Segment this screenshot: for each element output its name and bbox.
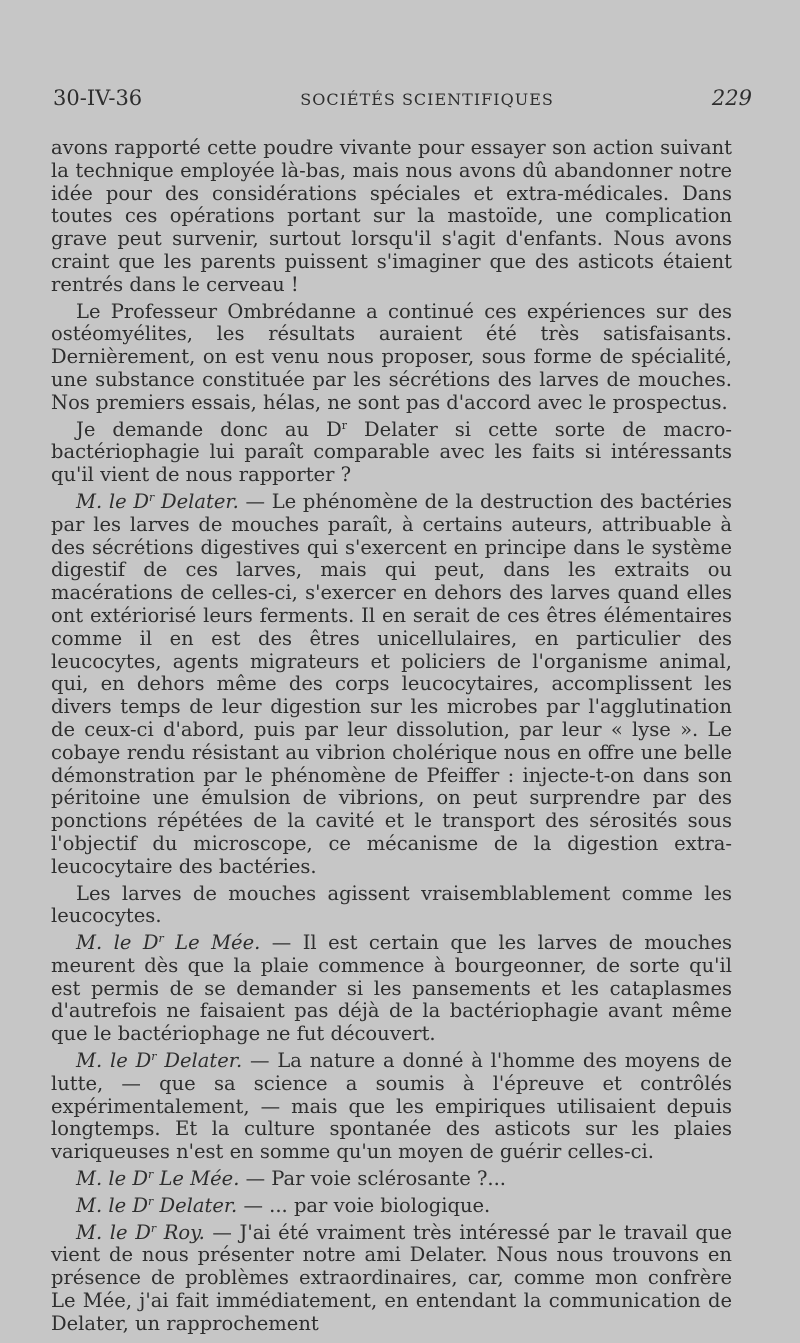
paragraph: Les larves de mouches agissent vraisemblablement comme les leucocytes. (51, 881, 732, 928)
speaker-name: M. le $D^r$ Delater. (76, 489, 239, 513)
header-section-title: SOCIÉTÉS SCIENTIFIQUES (300, 90, 554, 109)
paragraph: M. le $D^r$ Le Mée. — Par voie sclérosante ?... (76, 1167, 506, 1191)
paragraph: avons rapporté cette poudre vivante pour essayer son action suivant la technique employée là-bas, mais nous avons dû abandonner notre idée pour des considérations spéciales et extra-médicales. Dans toutes ces opérations portant sur la mastoïde, une complication grave peut survenir, surtout lorsqu'il s'agit d'enfants. Nous avons craint que les parents puissent s'imaginer que des asticots étaient rentrés dans le cerveau ! (51, 136, 732, 296)
speaker-name: M. le $D^r$ Le Mée. (76, 931, 261, 955)
running-header (53, 86, 752, 116)
paragraph: Je demande donc au $D^r$ Delater si cette sorte de macro-bactériophagie lui paraît comparable avec les faits si intéressants qu'il vient de nous rapporter ? (51, 417, 732, 487)
paragraph: M. le $D^r$ Le Mée. — Il est certain que les larves de mouches meurent dès que la plaie commence à bourgeonner, de sorte qu'il est permis de se demander si les pansements et les cataplasmes d'autrefois ne faisaient pas déjà de la bactériophagie avant même que le bactériophage ne fut découvert. (51, 931, 733, 1046)
paragraph: Le Professeur Ombrédanne a continué ces expériences sur des ostéomyélites, les résultats auraient été très satisfaisants. Dernièrement, on est venu nous proposer, sous forme de spécialité, une substance constituée par les sécrétions des larves de mouches. Nos premiers essais, hélas, ne sont pas d'accord avec le prospectus. (51, 299, 732, 414)
paragraph: M. le $D^r$ Delater. — La nature a donné à l'homme des moyens de lutte, — que sa science a soumis à l'épreuve et contrôlés expérimentalement, — mais que les empiriques utilisaient depuis longtemps. Et la culture spontanée des asticots sur les plaies variqueuses n'est en somme qu'un moyen de guérir celles-ci. (51, 1049, 733, 1164)
paragraph: M. le $D^r$ Delater. — ... par voie biologique. (76, 1193, 491, 1217)
speaker-name: M. le $D^r$ Roy. (76, 1220, 205, 1244)
speaker-name: M. le $D^r$ Delater. (76, 1049, 243, 1073)
paragraph: M. le $D^r$ Roy. — J'ai été vraiment très intéressé par le travail que vient de nous présenter notre ami Delater. Nous nous trouvons en présence de problèmes extraordinaires, car, comme mon confrère Le Mée, j'ai fait immédiatement, en entendant la communication de Delater, un rapprochement (51, 1220, 733, 1335)
speaker-name: M. le $D^r$ Le Mée. (76, 1167, 240, 1191)
header-date: 30-IV-36 (53, 86, 143, 110)
page-number: 229 (711, 86, 752, 110)
paragraph: M. le $D^r$ Delater. — Le phénomène de la destruction des bactéries par les larves de mouches paraît, à certains auteurs, attribuable à des sécrétions digestives qui s'exercent en principe dans le système digestif de ces larves, mais qui peut, dans les extraits ou macérations de celles-ci, s'exercer en dehors des larves quand elles ont extériorisé leurs ferments. Il en serait de ces êtres élémentaires comme il en est des êtres unicellulaires, en particulier des leucocytes, agents migrateurs et policiers de l'organisme animal, qui, en dehors même des corps leucocytaires, accomplissent les divers temps de leur digestion sur les microbes par l'agglutination de ceux-ci d'abord, puis par leur dissolution, par leur « lyse ». Le cobaye rendu résistant au vibrion cholérique nous en offre une belle démonstration par le phénomène de Pfeiffer : injecte-t-on dans son péritoine une émulsion de vibrions, on peut surprendre par des ponctions répétées de la cavité et le transport des sérosités sous l'objectif du microscope, ce mécanisme de la digestion extra-leucocytaire des bactéries. (51, 489, 732, 878)
speaker-name: M. le $D^r$ Delater. (76, 1193, 238, 1217)
body-text (51, 137, 732, 1340)
